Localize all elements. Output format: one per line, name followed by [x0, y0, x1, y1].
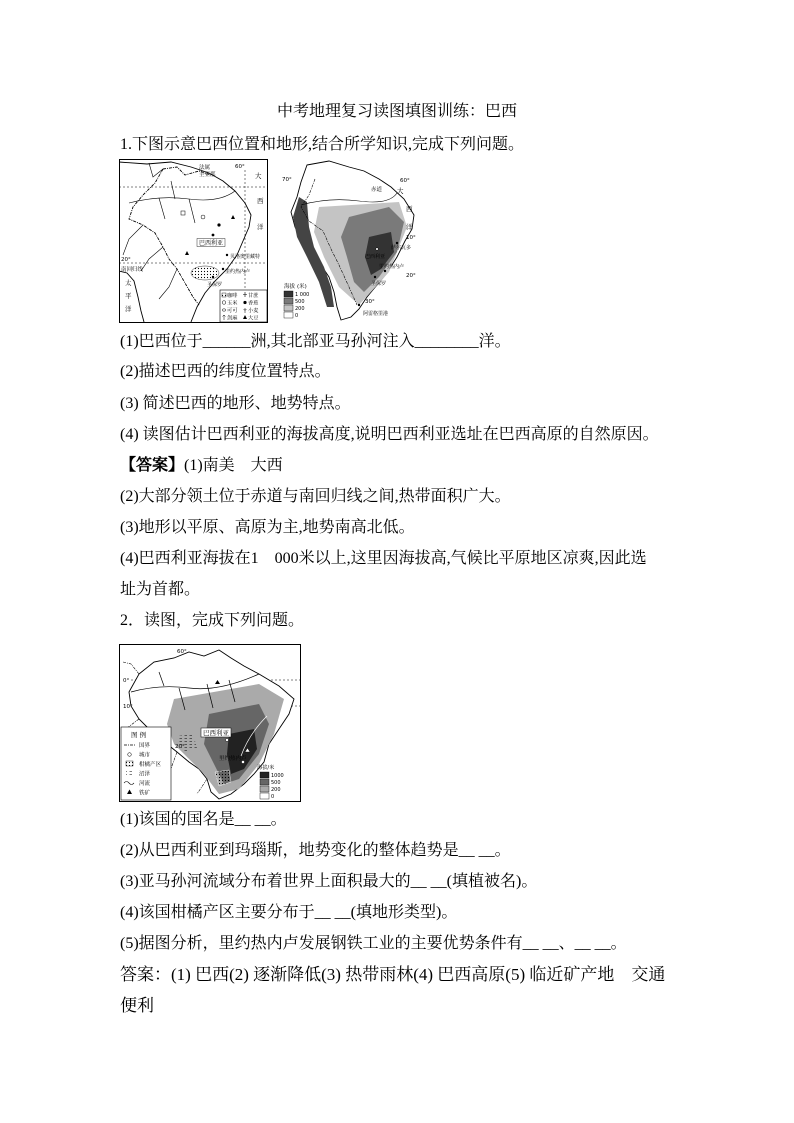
- page-title: 中考地理复习读图填图训练：巴西: [276, 103, 517, 120]
- legend-coffee-label: 咖啡: [227, 293, 238, 299]
- map3-label-lat-0: 0°: [123, 678, 130, 684]
- map1-coffee-region: [191, 266, 219, 280]
- legend-sisal-label: 剑麻: [227, 315, 238, 322]
- section2-prompt: 2．读图，完成下列问题。: [120, 612, 305, 629]
- map2-porto-alegre-dot: [358, 304, 360, 306]
- map1-saopaulo-dot: [212, 276, 214, 278]
- map2-label-lat-20: 20°: [406, 273, 416, 279]
- map3-swatch-500: [260, 779, 269, 785]
- section2-question-2: (2)从巴西利亚到玛瑙斯，地势变化的整体趋势是__ __。: [120, 842, 511, 859]
- brazil-location-map: [119, 159, 268, 323]
- map1-label-lon-60: 60°: [235, 164, 245, 170]
- map2-label-ocean: 大: [397, 187, 404, 195]
- map2-legend-swatch-0: [284, 312, 293, 318]
- section2-question-1: (1)该国的国名是__ __。: [120, 811, 287, 828]
- legend-coffee-symbol: [222, 293, 226, 297]
- map3-label-rio: 里约热内卢: [219, 756, 247, 762]
- section1-answer-2: (2)大部分领土位于赤道与南回归线之间,热带面积广大。: [120, 488, 511, 505]
- map1-label-french-guiana: 圭亚那: [199, 172, 216, 178]
- map2-label-rio: 里约热内卢: [379, 264, 405, 270]
- section1-answer-1: (1)南美 大西: [184, 457, 283, 474]
- section2-answer-line-1: 答案：(1) 巴西(2) 逐渐降低(3) 热带雨林(4) 巴西高原(5) 临近矿产地 交通: [120, 965, 666, 984]
- map3-label-lat-20: 20°: [175, 744, 185, 750]
- map1-label-ocean: 洋: [257, 223, 264, 231]
- map3-elevation-value: 500: [271, 780, 281, 786]
- legend-swamp-symbol: [126, 771, 133, 776]
- legend-citrus-symbol: [126, 761, 133, 766]
- map2-label-salvador: 萨尔瓦多: [391, 245, 412, 251]
- legend-river-label: 河流: [139, 781, 151, 787]
- legend-soybean-label: 大豆: [248, 315, 259, 322]
- map1-crop-icon: [217, 223, 220, 226]
- legend-city-label: 城市: [139, 752, 151, 759]
- map1-label-lat-20: 20°: [121, 257, 131, 263]
- map2-rio-dot: [384, 270, 386, 272]
- map2-legend-swatch-200: [284, 305, 293, 311]
- map3-elevation-value: 200: [271, 787, 281, 793]
- map1-label-pacific: 平: [125, 292, 132, 300]
- map2-label-ocean: 西: [406, 205, 413, 213]
- map3-label-lon-60: 60°: [177, 649, 187, 655]
- section1-prompt: 1.下图示意巴西位置和地形,结合所学知识,完成下列问题。: [120, 136, 525, 153]
- map1-label-belo-horizonte: 贝洛奥里藏特: [230, 254, 261, 260]
- map2-label-lat-10: 10°: [406, 235, 416, 241]
- map1-belo-dot: [226, 254, 228, 256]
- section1-answer-4-cont: 址为首都。: [120, 581, 201, 598]
- map1-label-pacific: 洋: [125, 305, 132, 313]
- map2-label-lon-70: 70°: [282, 177, 292, 183]
- map2-brasilia-dot: [376, 248, 379, 251]
- section1-question-1: (1)巴西位于______洲,其北部亚马孙河注入________洋。: [120, 333, 511, 350]
- map2-legend-title: 海拔: [284, 284, 296, 290]
- section1-question-4: (4) 读图估计巴西利亚的海拔高度,说明巴西利亚选址在巴西高原的自然原因。: [120, 426, 659, 443]
- map2-legend-unit: (米): [297, 284, 307, 290]
- map1-label-ocean: 西: [257, 197, 264, 205]
- map3-elevation-value: 1000: [271, 773, 284, 779]
- section1-answer-line-1: [120, 456, 283, 476]
- section2-answer-line-2: 便利: [120, 996, 154, 1015]
- brazil-terrain-map: [279, 157, 419, 323]
- map2-label-lon-60: 60°: [400, 178, 410, 184]
- map2-label-porto-alegre: 阿雷格里港: [363, 311, 389, 317]
- map2-label-brasilia: 巴西利亚: [365, 254, 386, 260]
- map2-legend-value: 1 000: [295, 292, 310, 298]
- map2-salvador-dot: [396, 242, 398, 244]
- map1-label-brasilia: 巴西利亚: [199, 240, 224, 247]
- map2-legend-swatch-500: [284, 298, 293, 304]
- section2-question-3: (3)亚马孙河流域分布着世界上面积最大的__ __(填植被名)。: [120, 873, 538, 890]
- brazil-resources-map: [119, 644, 301, 802]
- map3-swatch-200: [260, 786, 269, 792]
- map2-saopaulo-dot: [374, 276, 376, 278]
- map3-swatch-1000: [260, 772, 269, 778]
- map1-label-sao-paulo: 圣保罗: [207, 282, 223, 288]
- map3-legend: [121, 727, 171, 800]
- map2-label-equator: 赤道: [371, 187, 383, 193]
- map1-label-rio: 里约热内卢: [225, 269, 251, 275]
- map1-label-french-guiana: 法属: [199, 165, 211, 171]
- map1-label-ocean: 大: [255, 172, 262, 180]
- legend-swamp-label: 沼泽: [139, 771, 151, 778]
- legend-cocoa-label: 可可: [227, 308, 238, 314]
- answer-header: 【答案】: [120, 457, 185, 474]
- map2-elevation-legend: [284, 282, 309, 319]
- legend-banana-label: 香蕉: [248, 300, 259, 307]
- map3-swatch-0: [260, 793, 269, 799]
- legend-banana-symbol: [243, 301, 246, 304]
- section1-question-2: (2)描述巴西的纬度位置特点。: [120, 363, 331, 380]
- map2-label-sao-paulo: 圣保罗: [371, 281, 387, 287]
- legend-iron-label: 铁矿: [139, 790, 151, 797]
- legend-wheat-label: 小麦: [248, 308, 259, 314]
- map1-legend: [220, 290, 267, 322]
- section1-answer-3: (3)地形以平原、高原为主,地势南高北低。: [120, 519, 415, 536]
- legend-sugarcane-label: 甘蔗: [248, 293, 259, 299]
- legend-border-label: 国界: [139, 743, 151, 749]
- map1-label-tropic: 南回归线: [121, 267, 144, 273]
- section2-question-4: (4)该国柑橘产区主要分布于__ __(填地形类型)。: [120, 904, 458, 921]
- map2-label-ocean: 洋: [406, 223, 413, 231]
- legend-city-symbol: [128, 753, 132, 757]
- map2-legend-value: 0: [295, 313, 299, 319]
- map3-brasilia-dot: [225, 738, 228, 741]
- section1-answer-4: (4)巴西利亚海拔在1 000米以上,这里因海拔高,气候比平原地区凉爽,因此选: [120, 550, 647, 567]
- map3-legend-title: 图 例: [131, 731, 147, 739]
- map2-legend-value: 200: [295, 306, 305, 312]
- legend-citrus-label: 柑橘产区: [139, 762, 162, 768]
- map2-label-lat-30: 30°: [365, 299, 375, 305]
- map1-rio-dot: [222, 268, 224, 270]
- legend-corn-label: 玉米: [227, 300, 238, 307]
- map1-label-pacific: 太: [125, 279, 132, 287]
- map3-elevation-title: 海拔/米: [257, 765, 275, 771]
- map3-elevation-value: 0: [271, 794, 275, 800]
- map3-label-brasilia: 巴西利亚: [203, 729, 229, 737]
- map2-legend-value: 500: [295, 299, 305, 305]
- section1-question-3: (3) 简述巴西的地形、地势特点。: [120, 395, 351, 412]
- map3-label-lat-10: 10°: [123, 704, 133, 710]
- map2-legend-swatch-1000: [284, 291, 293, 297]
- section2-question-5: (5)据图分析，里约热内卢发展钢铁工业的主要优势条件有__ __、__ __。: [120, 935, 627, 952]
- map1-brasilia-dot: [212, 234, 215, 237]
